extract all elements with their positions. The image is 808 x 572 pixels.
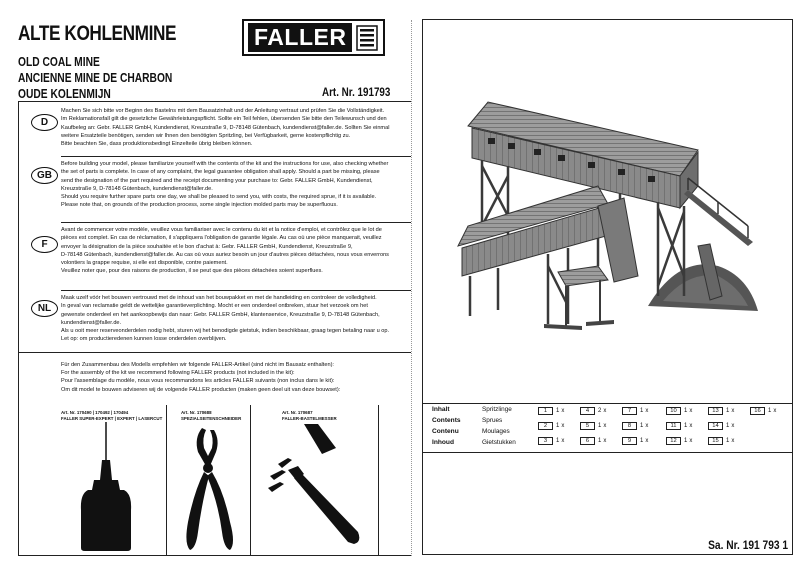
- sprue-cell: 11 1 x: [666, 422, 692, 430]
- divider: [61, 290, 411, 291]
- sprue-cell: 4 2 x: [580, 407, 606, 415]
- divider: [378, 405, 379, 555]
- tool-caption-knife: Art. Nr. 170687 FALLER-BASTELMESSER: [282, 410, 337, 421]
- divider: [18, 555, 411, 556]
- divider: [61, 222, 411, 223]
- label-contents: Contents: [432, 417, 461, 424]
- divider: [18, 352, 19, 555]
- label-inhoud: Inhoud: [432, 439, 454, 446]
- sprue-cell: 15 1 x: [708, 437, 734, 445]
- term-de: Spritzlinge: [482, 406, 512, 413]
- term-en: Sprues: [482, 417, 503, 424]
- logo-emblem-icon: [356, 25, 378, 51]
- sprue-cell: 7 1 x: [622, 407, 648, 415]
- sprue-cell: 2 1 x: [538, 422, 564, 430]
- text-de: Machen Sie sich bitte vor Beginn des Bastelns mit dem Bausatzinhalt und der Anleitung vertraut und prüfen Sie die Vollständigkeit. Im Reklamationsfall gilt die gesetzliche Gewährleistungspflicht. Sollte ein Teil fehlen, übersenden Sie bitte den Teilewunsch und den Kaufbeleg an: Gebr. FALLER GmbH, Kundendienst, Kreuzstraße 9, D-78148 Gütenbach, kundendienst@faller.de. Sollten Sie einmal weitere Ersatzteile benötigen, senden wir Ihnen den benötigten Spritzling, bei Verfügbarkeit, gerne kostenpflichtig zu. Bitte beachten Sie, dass produktionsbedingt Einzelteile übrig bleiben können.: [61, 108, 390, 148]
- sprue-cell: 9 1 x: [622, 437, 648, 445]
- divider: [422, 452, 793, 453]
- glue-bottle-icon: [76, 420, 136, 552]
- text-en: Before building your model, please familiarize yourself with the contents of the kit and the instructions for use, also checking whether the set of parts is complete. In case of any complaint, the legal guarantee obligation shall apply. Should a part be missing, please send the designation of the part required and the receipt documenting your purchase to: Gebr. FALLER GmbH, Kundendienst, Kreuzstraße 9, D-78148 Gütenbach, kundendienst@faller.de. Should you require further spare parts one day, we shall be pleased to send you, with costs, the required sprue, if it is available. Please note that, on grounds of the production process, some single injection molded parts may be superfluous.: [61, 161, 389, 209]
- lang-badge-f: F: [31, 236, 58, 253]
- subtitle-fr: ANCIENNE MINE DE CHARBON: [18, 71, 173, 85]
- sprue-cell: 3 1 x: [538, 437, 564, 445]
- term-fr: Moulages: [482, 428, 510, 435]
- recommendation-text: Für den Zusammenbau des Modells empfehlen wir folgende FALLER-Artikel (sind nicht im Bausatz enthalten): For the assembly of the kit we recommend following FALLER products (not included in the kit): Pour l'assemblage du modèle, nous vous recommandons les articles FALLER suivants (non inclus dans le kit): Om dit model te bouwen adviseren wij de volgende FALLER producten (maken geen deel uit van deze bouwset):: [61, 362, 341, 393]
- coal-mine-model-illustration: [448, 96, 778, 336]
- hobby-knife-icon: [258, 420, 374, 552]
- lang-badge-d: D: [31, 114, 58, 131]
- sa-number: Sa. Nr. 191 793 1: [708, 538, 788, 552]
- divider: [18, 101, 411, 102]
- subtitle-nl: OUDE KOLENMIJN: [18, 87, 111, 101]
- term-nl: Gietstukken: [482, 439, 516, 446]
- side-cutter-icon: [176, 422, 246, 554]
- sprue-cell: 13 1 x: [708, 407, 734, 415]
- tool-caption-cutter: Art. Nr. 170688 SPEZIALSEITENSCHNEIDER: [181, 410, 242, 421]
- text-fr: Avant de commencer votre modèle, veuillez vous familiariser avec le contenu du kit et la notice d'emploi, et contrôlez que le lot de pièces est complet. En cas de réclamation, il s'appliquera l'obligation de garantie légale. Au cas où une pièce manquerait, veuillez envoyer la désignation de la pièce souhaitée et le bon d'achat à: Gebr. FALLER GmbH, Kundendienst, Kreuzstraße 9, D-78148 Gütenbach, kundendienst@faller.de. Au cas où vous auriez besoin un jour d'autres pièces détachées, nous vous enverrons volontiers la grappe requise, si elle est disponible, contre paiement. Veuillez noter que, pour des raisons de production, il se peut que des pièces détachées soient superflues.: [61, 227, 389, 275]
- faller-logo: [242, 19, 385, 56]
- fold-line: [411, 20, 412, 556]
- sprue-cell: 10 1 x: [666, 407, 692, 415]
- brand-name: FALLER: [248, 23, 352, 52]
- divider: [61, 156, 411, 157]
- sprue-cell: 5 1 x: [580, 422, 606, 430]
- article-number: Art. Nr. 191793: [322, 85, 391, 99]
- divider: [250, 405, 251, 555]
- sprue-cell: 12 1 x: [666, 437, 692, 445]
- divider: [18, 352, 411, 353]
- divider: [422, 403, 793, 404]
- divider: [166, 405, 167, 555]
- subtitle-en: OLD COAL MINE: [18, 55, 100, 69]
- label-inhalt: Inhalt: [432, 406, 450, 413]
- lang-badge-gb: GB: [31, 167, 58, 184]
- page-title: ALTE KOHLENMINE: [18, 22, 177, 45]
- divider: [18, 101, 19, 352]
- label-contenu: Contenu: [432, 428, 459, 435]
- sprue-cell: 14 1 x: [708, 422, 734, 430]
- sprue-cell: 16 1 x: [750, 407, 776, 415]
- sprue-cell: 1 1 x: [538, 407, 564, 415]
- tool-caption-glue: Art. Nr. 170490 | 170492 | 170494 FALLER SUPER-EXPERT | EXPERT | LASERCUT: [61, 410, 163, 421]
- text-nl: Maak uzelf vóór het bouwen vertrouwd met de inhoud van het bouwpakket en met de handleiding en controleer de volledigheid. In geval van reclamatie geldt de wettelijke garantieverplichting. Mocht er een onderdeel ontbreken, stuur het verzoek om het gewenste onderdeel en het aankoopbewijs dan naar: Gebr. FALLER GmbH, klantenservice, Kreuzstraße 9, D-78148 Gütenbach, kundendienst@faller.de. Als u ooit meer reserveonderdelen nodig hebt, sturen wij het benodigde gietstuk, indien beschikbaar, graag tegen betaling naar u op. Let op: om productieredenen kunnen losse onderdelen overblijven.: [61, 295, 390, 343]
- sprue-cell: 8 1 x: [622, 422, 648, 430]
- lang-badge-nl: NL: [31, 300, 58, 317]
- sprue-cell: 6 1 x: [580, 437, 606, 445]
